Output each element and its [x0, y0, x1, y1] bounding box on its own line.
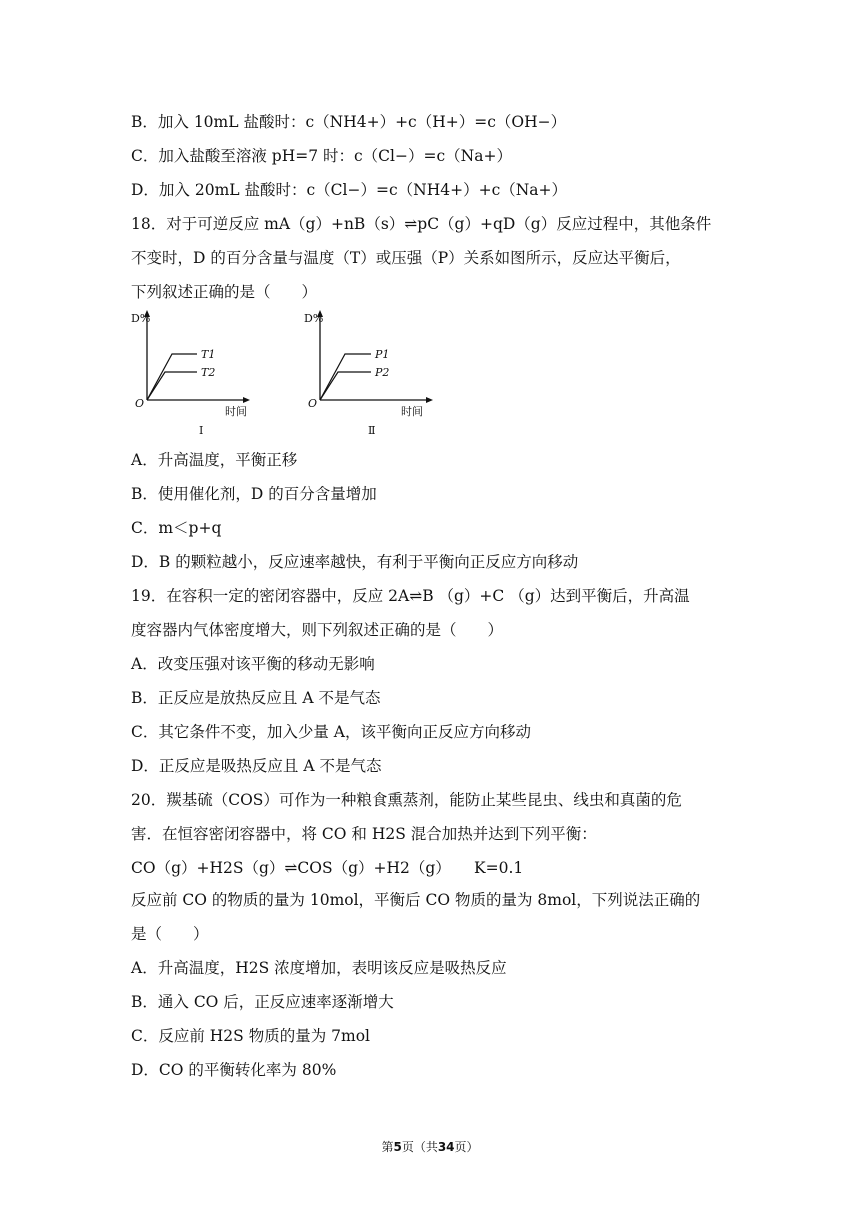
q18-option-a: A．升高温度，平衡正移 [131, 451, 298, 469]
graph-ii-curve-p1 [320, 354, 371, 400]
graph-ii-origin: O [308, 397, 318, 410]
q20-stem-line-4: 反应前 CO 的物质的量为 10mol，平衡后 CO 物质的量为 8mol，下列说法正确的 [131, 891, 701, 909]
q18-graphs [125, 308, 445, 440]
q19-stem-line-2: 度容器内气体密度增大，则下列叙述正确的是（ ） [131, 621, 504, 639]
q20-stem-line-1: 20．羰基硫（COS）可作为一种粮食熏蒸剂，能防止某些昆虫、线虫和真菌的危 [131, 791, 682, 809]
graph-ii-label-p2: P2 [375, 366, 390, 379]
q17-option-b: B．加入 10mL 盐酸时：c（NH4+）+c（H+）=c（OH−） [131, 113, 567, 131]
q19-option-c: C．其它条件不变，加入少量 A，该平衡向正反应方向移动 [131, 723, 531, 741]
graph-i-ylabel: D% [131, 312, 151, 325]
footer-total-pages: 34 [437, 1140, 455, 1154]
footer-prefix: 第 [381, 1140, 394, 1154]
q18-figure [125, 308, 445, 440]
q20-option-b: B．通入 CO 后，正反应速率逐渐增大 [131, 993, 394, 1011]
footer-page-number: 5 [393, 1140, 402, 1154]
graph-ii [304, 310, 433, 437]
page-footer [0, 1138, 860, 1155]
q18-option-c: C．m＜p+q [131, 519, 222, 537]
graph-ii-label-p1: P1 [375, 348, 390, 361]
q18-stem-line-1: 18．对于可逆反应 mA（g）+nB（s）⇌pC（g）+qD（g）反应过程中，其他条件 [131, 215, 712, 233]
q20-option-a: A．升高温度，H2S 浓度增加，表明该反应是吸热反应 [131, 959, 507, 977]
graph-ii-ylabel: D% [304, 312, 324, 325]
q19-option-a: A．改变压强对该平衡的移动无影响 [131, 655, 375, 673]
footer-middle: 页（共 [401, 1140, 438, 1154]
q20-stem-line-2: 害．在恒容密闭容器中，将 CO 和 H2S 混合加热并达到下列平衡： [131, 825, 597, 843]
graph-i-origin: O [135, 397, 145, 410]
graph-ii-xlabel: 时间 [401, 405, 423, 418]
q18-option-d: D．B 的颗粒越小，反应速率越快，有利于平衡向正反应方向移动 [131, 553, 579, 571]
graph-i-curve-t1 [147, 354, 197, 400]
q19-stem-line-1: 19．在容积一定的密闭容器中，反应 2A⇌B （g）+C （g）达到平衡后，升高温 [131, 587, 690, 605]
graph-ii-caption: Ⅱ [368, 424, 376, 437]
q18-option-b: B．使用催化剂，D 的百分含量增加 [131, 485, 377, 503]
q18-stem-line-3: 下列叙述正确的是（ ） [131, 283, 318, 301]
q20-option-c: C．反应前 H2S 物质的量为 7mol [131, 1027, 370, 1045]
q17-option-d: D．加入 20mL 盐酸时：c（Cl−）=c（NH4+）+c（Na+） [131, 181, 568, 199]
graph-i-xlabel: 时间 [225, 405, 247, 418]
graph-i-label-t1: T1 [201, 348, 216, 361]
graph-i [131, 310, 250, 437]
graph-i-caption: Ⅰ [199, 424, 204, 437]
q20-stem-line-5: 是（ ） [131, 925, 209, 943]
graph-i-label-t2: T2 [201, 366, 216, 379]
q20-equation: CO（g）+H2S（g）⇌COS（g）+H2（g） K=0.1 [131, 859, 524, 877]
q20-option-d: D．CO 的平衡转化率为 80% [131, 1061, 337, 1079]
q19-option-b: B．正反应是放热反应且 A 不是气态 [131, 689, 381, 707]
q17-option-c: C．加入盐酸至溶液 pH=7 时：c（Cl−）=c（Na+） [131, 147, 512, 165]
footer-suffix: 页） [454, 1140, 479, 1154]
q19-option-d: D．正反应是吸热反应且 A 不是气态 [131, 757, 382, 775]
q18-stem-line-2: 不变时，D 的百分含量与温度（T）或压强（P）关系如图所示，反应达平衡后， [131, 249, 681, 267]
